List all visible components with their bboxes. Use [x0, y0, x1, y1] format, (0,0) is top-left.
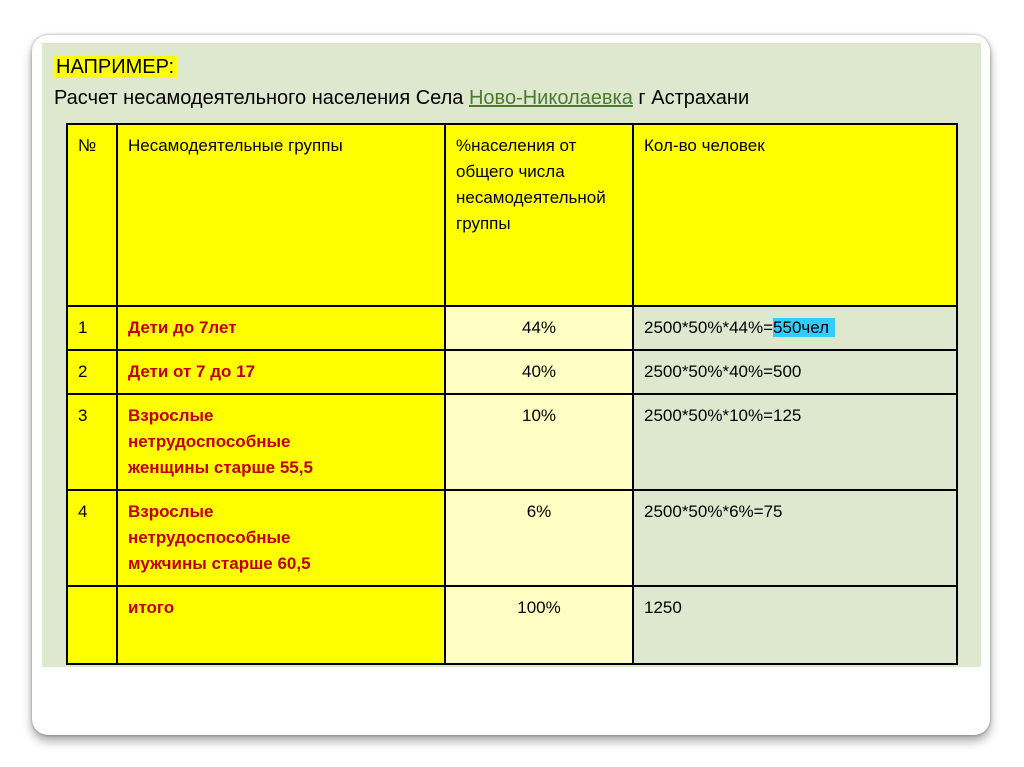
row-count: 2500*50%*40%=500 [633, 350, 957, 394]
header-count: Кол-во человек [633, 124, 957, 306]
row-percent: 44% [445, 306, 633, 350]
table-row [67, 306, 957, 350]
row-count: 1250 [633, 586, 957, 664]
table-row [67, 350, 957, 394]
slide-title: Расчет несамодеятельного населения Села Ново-Николаевка г Астрахани [54, 87, 750, 109]
slide-heading [54, 52, 749, 114]
table-row [67, 490, 957, 586]
row-num: 4 [67, 490, 117, 586]
header-num: № [67, 124, 117, 306]
population-table [66, 123, 958, 665]
table-row [67, 394, 957, 490]
village-link[interactable]: Ново-Николаевка [468, 87, 633, 109]
row-num: 3 [67, 394, 117, 490]
row-percent: 6% [445, 490, 633, 586]
row-group: Дети от 7 до 17 [117, 350, 445, 394]
row-group: итого [117, 586, 445, 664]
header-group: Несамодеятельные группы [117, 124, 445, 306]
row-group: Дети до 7лет [117, 306, 445, 350]
row-num [67, 586, 117, 664]
row-num: 2 [67, 350, 117, 394]
row-group: Взрослые нетрудоспособные мужчины старше 60,5 [117, 490, 445, 586]
row-count: 2500*50%*10%=125 [633, 394, 957, 490]
row-count: 2500*50%*6%=75 [633, 490, 957, 586]
row-group: Взрослые нетрудоспособные женщины старше 55,5 [117, 394, 445, 490]
header-percent: %населения от общего числа несамодеятельной группы [445, 124, 633, 306]
row-num: 1 [67, 306, 117, 350]
row-percent: 40% [445, 350, 633, 394]
row-count: 2500*50%*44%=550чел [633, 306, 957, 350]
highlighted-result: 550чел [773, 318, 835, 337]
row-percent: 100% [445, 586, 633, 664]
table-row-total [67, 586, 957, 664]
row-percent: 10% [445, 394, 633, 490]
example-tag: НАПРИМЕР: [54, 56, 178, 78]
table-header-row [67, 124, 957, 306]
